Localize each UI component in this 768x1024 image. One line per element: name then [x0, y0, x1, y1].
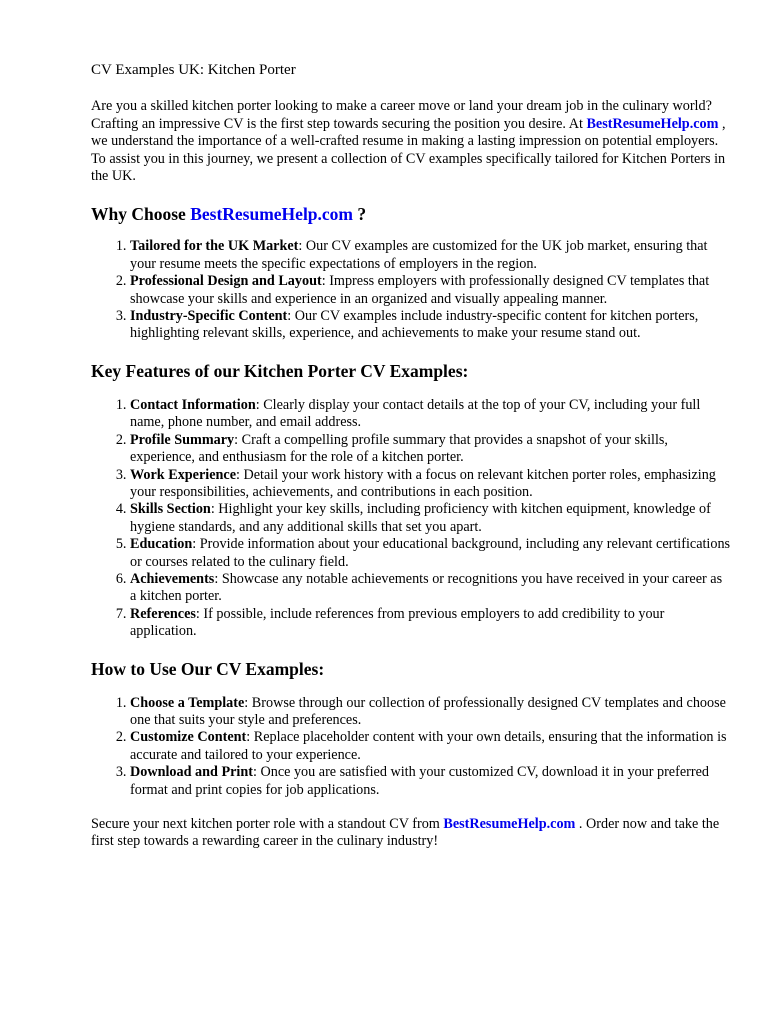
item-text: : Once you are satisfied with your customized CV, download it in your preferred format and print copies for job applications.	[130, 764, 709, 798]
how-to-use-list	[91, 695, 731, 799]
why-list	[91, 238, 731, 342]
key-features-heading: Key Features of our Kitchen Porter CV Examples:	[91, 360, 469, 381]
list-item	[130, 501, 731, 536]
item-term: Choose a Template	[130, 694, 245, 711]
item-term: Professional Design and Layout	[130, 273, 322, 290]
item-term: Achievements	[130, 570, 215, 587]
item-text: : Clearly display your contact details at the top of your CV, including your full name, phone number, and email address.	[130, 396, 701, 431]
list-item	[130, 536, 731, 571]
list-item	[130, 238, 731, 273]
item-text: : Highlight your key skills, including proficiency with kitchen equipment, knowledge of hygiene standards, and any additional skills that set you apart.	[130, 501, 711, 535]
item-term: Download and Print	[130, 764, 253, 781]
item-text: : Our CV examples include industry-specific content for kitchen porters, highlighting relevant skills, experience, and achievements to make your resume stand out.	[130, 308, 699, 342]
list-item	[130, 571, 731, 606]
intro-text-before: Are you a skilled kitchen porter looking to make a career move or land your dream job in the culinary world? Crafting an impressive CV is the first step towards securing the position you desire. At	[91, 98, 712, 132]
outro-link[interactable]: BestResumeHelp.com	[443, 816, 576, 832]
list-item	[130, 695, 731, 730]
item-term: Industry-Specific Content	[130, 308, 288, 325]
item-text: : Detail your work history with a focus on relevant kitchen porter roles, emphasizing your responsibilities, achievements, and contributions in each position.	[130, 466, 716, 500]
list-item	[130, 467, 731, 502]
item-text: : If possible, include references from previous employers to add credibility to your application.	[130, 605, 665, 640]
outro-text-after: . Order now and take the first step towards a rewarding career in the culinary industry!	[91, 816, 720, 850]
item-term: Education	[130, 536, 193, 553]
document-page	[91, 58, 731, 851]
outro-text-before: Secure your next kitchen porter role with a standout CV from	[91, 816, 444, 832]
intro-paragraph	[91, 98, 731, 185]
list-item	[130, 764, 731, 799]
list-item	[130, 308, 731, 343]
why-heading-link[interactable]: BestResumeHelp.com	[190, 204, 354, 225]
intro-link[interactable]: BestResumeHelp.com	[586, 115, 719, 132]
item-text: : Replace placeholder content with your own details, ensuring that the information is accurate and tailored to your experience.	[130, 729, 727, 763]
item-term: Tailored for the UK Market	[130, 238, 299, 255]
intro-text-after: , we understand the importance of a well-crafted resume in making a lasting impression on potential employers. To assist you in this journey, we present a collection of CV examples specifically tailored for Kitchen Porters in the UK.	[91, 115, 726, 185]
item-term: Contact Information	[130, 396, 256, 413]
item-term: References	[130, 605, 196, 622]
item-term: Work Experience	[130, 466, 236, 483]
item-term: Customize Content	[130, 729, 247, 746]
list-item	[130, 397, 731, 432]
key-features-list	[91, 397, 731, 641]
why-heading-before: Why Choose	[91, 204, 191, 225]
item-text: : Showcase any notable achievements or recognitions you have received in your career as a kitchen porter.	[130, 570, 723, 605]
item-term: Profile Summary	[130, 431, 235, 448]
list-item	[130, 729, 731, 764]
how-to-use-heading: How to Use Our CV Examples:	[91, 658, 325, 679]
item-text: : Craft a compelling profile summary that provides a snapshot of your skills, experience, and enthusiasm for the role of a kitchen porter.	[130, 431, 668, 466]
list-item	[130, 273, 731, 308]
why-heading-after: ?	[353, 204, 367, 225]
item-text: : Impress employers with professionally designed CV templates that showcase your skills and experience in an organized and visually appealing manner.	[130, 273, 710, 307]
item-text: : Provide information about your educational background, including any relevant certifications or courses related to the culinary field.	[130, 536, 731, 570]
page-title: CV Examples UK: Kitchen Porter	[91, 62, 296, 78]
outro-paragraph	[91, 816, 731, 851]
list-item	[130, 432, 731, 467]
item-text: : Our CV examples are customized for the UK job market, ensuring that your resume meets the specific expectations of employers in the region.	[130, 238, 708, 272]
list-item	[130, 606, 731, 641]
why-heading	[91, 203, 731, 225]
item-term: Skills Section	[130, 501, 211, 518]
item-text: : Browse through our collection of professionally designed CV templates and choose one that suits your style and preferences.	[130, 694, 726, 728]
